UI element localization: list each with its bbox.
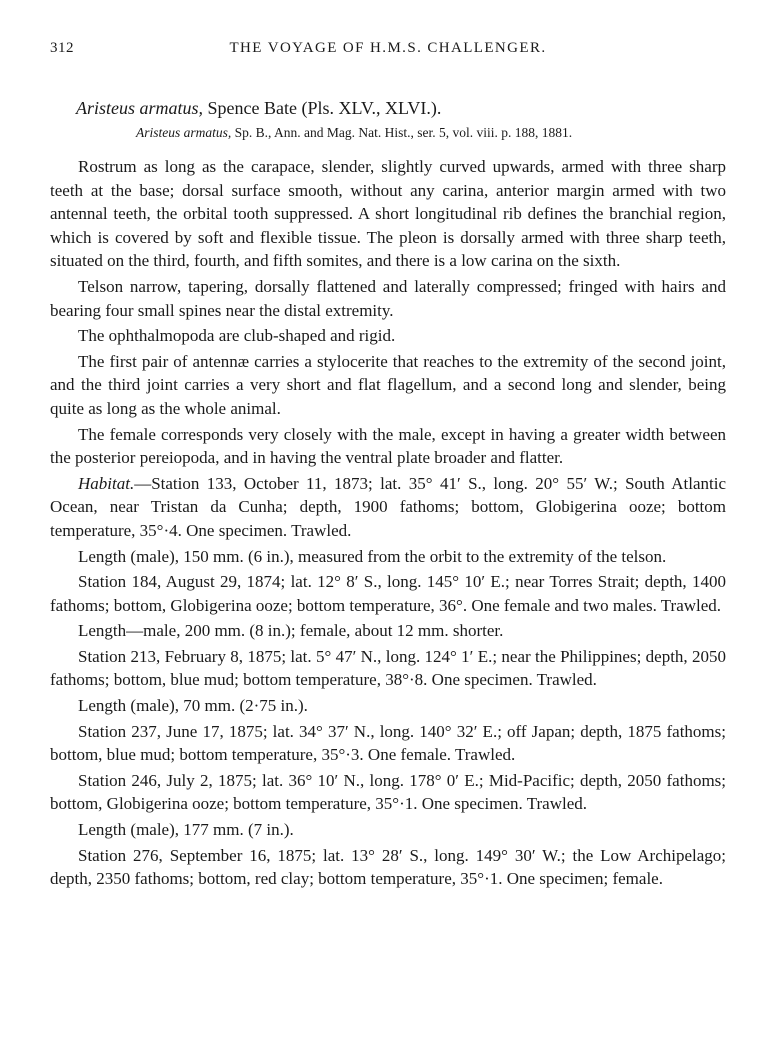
record-length-1: Length (male), 150 mm. (6 in.), measured from the orbit to the extremity of the telson. [78, 546, 667, 566]
page-number: 312 [50, 40, 74, 56]
paragraph-antennae: The first pair of antennæ carries a stylocerite that reaches to the extremity of the second joint, and the third joint carries a very short and flat flagellum, and a second long and slender, being quite as long as the whole animal. [50, 351, 726, 418]
running-head: THE VOYAGE OF H.M.S. CHALLENGER. [229, 40, 547, 56]
species-authority: Spence Bate (Pls. XLV., XLVI.). [203, 98, 442, 118]
habitat-text: —Station 133, October 11, 1873; lat. 35° 41′ S., long. 20° 55′ W.; South Atlantic Ocean, near Tristan da Cunha; depth, 1900 fathoms; bottom, Globigerina ooze; bottom temperature, 35°·4. One specimen. Trawled. [50, 473, 726, 540]
paragraph-rostrum: Rostrum as long as the carapace, slender, slightly curved upwards, armed with three sharp teeth at the base; dorsal surface smooth, without any carina, anterior margin armed with two antennal teeth, the orbital tooth suppressed. A short longitudinal rib defines the branchial region, which is covered by soft and flexible tissue. The pleon is dorsally armed with three sharp teeth, situated on the third, fourth, and fifth somites, and there is a low carina on the sixth. [50, 157, 726, 271]
paragraph-female: The female corresponds very closely with the male, except in having a greater width between the posterior pereiopoda, and in having the ventral plate broader and flatter. [50, 424, 726, 468]
species-heading [50, 98, 726, 119]
description-body [50, 155, 726, 891]
citation-reference: Sp. B., Ann. and Mag. Nat. Hist., ser. 5, vol. viii. p. 188, 1881. [231, 125, 573, 140]
paragraph-telson: Telson narrow, tapering, dorsally flattened and laterally compressed; fringed with hairs and bearing four small spines near the distal extremity. [50, 276, 726, 320]
paragraph-ophthalmopoda: The ophthalmopoda are club-shaped and rigid. [78, 326, 396, 346]
record-length-4: Length (male), 177 mm. (7 in.). [78, 820, 294, 840]
document-page [50, 40, 726, 893]
record-station-246: Station 246, July 2, 1875; lat. 36° 10′ N., long. 178° 0′ E.; Mid-Pacific; depth, 2050 fathoms; bottom, Globigerina ooze; bottom temperature, 35°·1. One specimen. Trawled. [50, 770, 726, 814]
paragraph-habitat [50, 472, 726, 543]
record-station-184: Station 184, August 29, 1874; lat. 12° 8′ S., long. 145° 10′ E.; near Torres Strait; depth, 1400 fathoms; bottom, Globigerina ooze; bottom temperature, 36°. One female and two males. Trawled. [50, 572, 726, 615]
citation-name: Aristeus armatus, [136, 125, 232, 140]
record-station-237: Station 237, June 17, 1875; lat. 34° 37′ N., long. 140° 32′ E.; off Japan; depth, 1875 fathoms; bottom, blue mud; bottom temperature, 35°·3. One female. Trawled. [50, 721, 726, 765]
page-header [50, 40, 726, 66]
species-name: Aristeus armatus, [76, 98, 204, 118]
record-length-2: Length—male, 200 mm. (8 in.); female, about 12 mm. shorter. [78, 621, 504, 641]
citation [50, 125, 726, 141]
record-length-3: Length (male), 70 mm. (2·75 in.). [78, 696, 308, 716]
record-station-276: Station 276, September 16, 1875; lat. 13° 28′ S., long. 149° 30′ W.; the Low Archipelago; depth, 2350 fathoms; bottom, red clay; bottom temperature, 35°·1. One specimen; female. [50, 845, 726, 889]
record-station-213: Station 213, February 8, 1875; lat. 5° 47′ N., long. 124° 1′ E.; near the Philippines; depth, 2050 fathoms; bottom, blue mud; bottom temperature, 38°·8. One specimen. Trawled. [50, 646, 726, 690]
habitat-label: Habitat. [78, 473, 135, 493]
